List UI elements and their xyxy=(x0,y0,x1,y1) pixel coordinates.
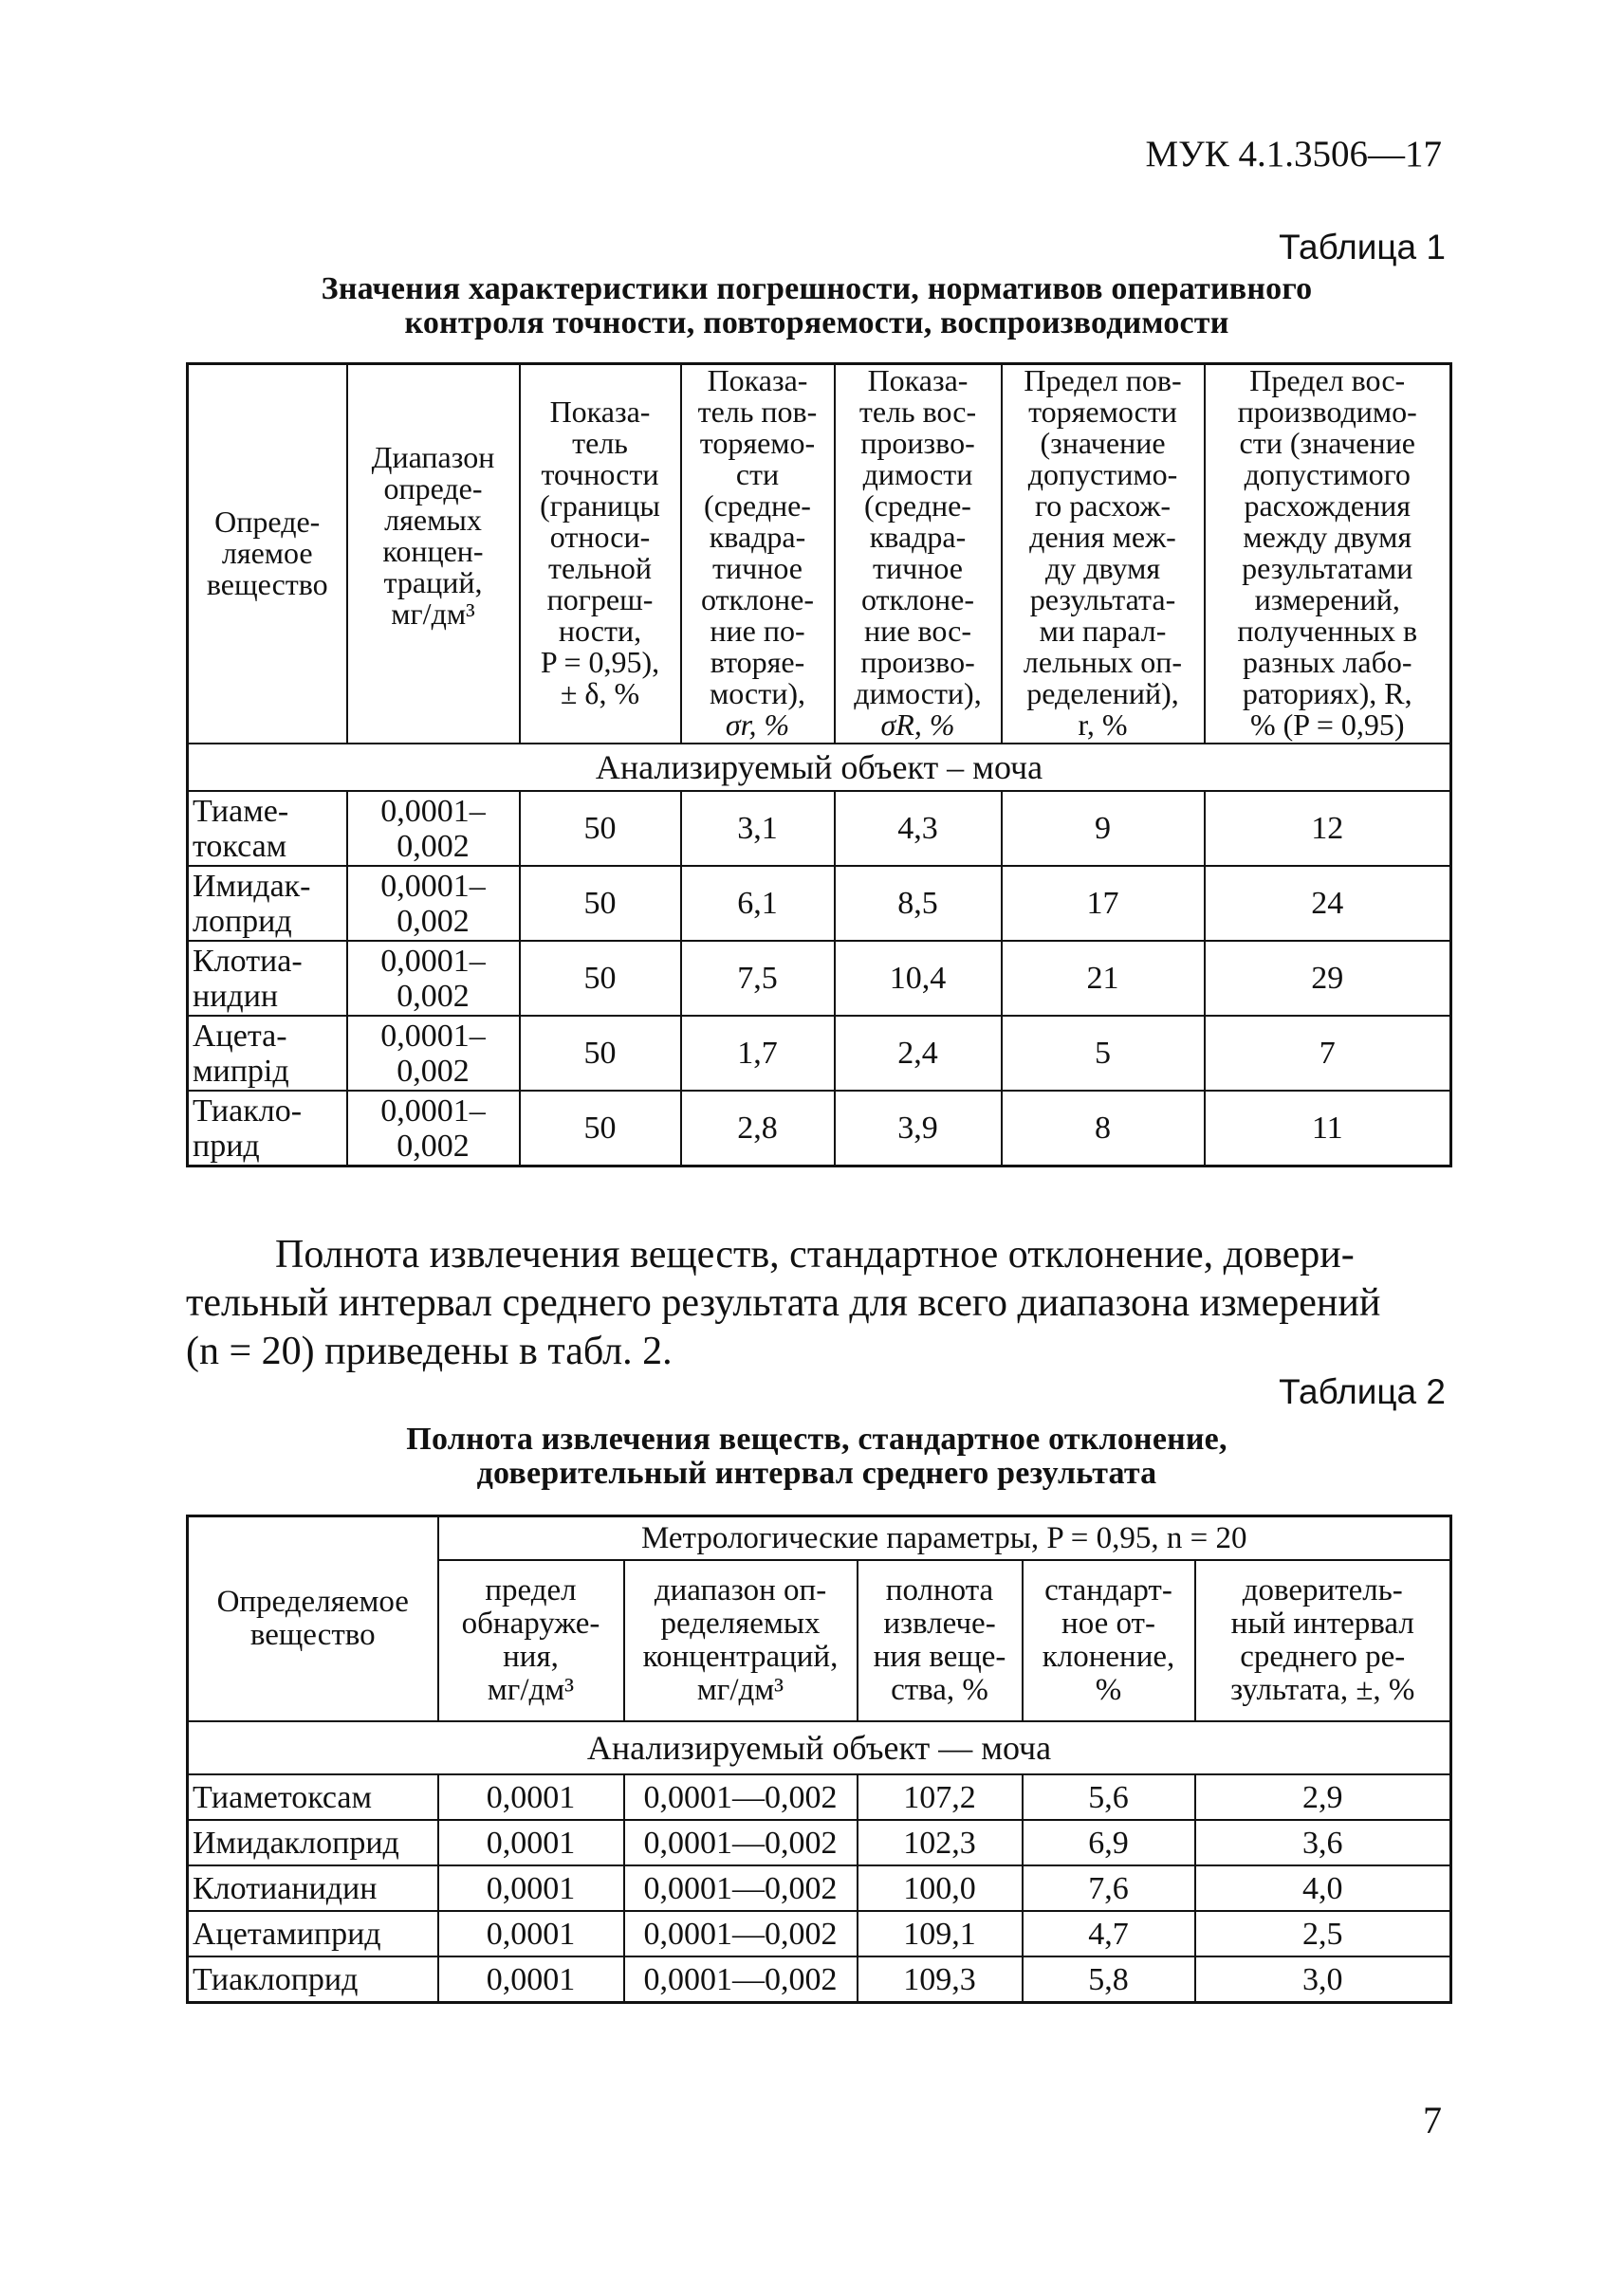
hdr-line: торяемости xyxy=(1028,395,1177,429)
r-cell: 5 xyxy=(1002,1016,1205,1091)
sd-cell: 4,7 xyxy=(1023,1911,1195,1956)
hdr-line: вторяе- xyxy=(710,645,805,679)
hdr-line: ния, xyxy=(503,1640,559,1674)
hdr-line: ный интервал xyxy=(1230,1607,1414,1641)
hdr-line: Диапазон xyxy=(371,440,495,474)
hdr-line: тель xyxy=(572,426,628,460)
table-row xyxy=(188,1911,1451,1956)
hdr-line: результата- xyxy=(1029,582,1176,616)
hdr-line: относи- xyxy=(549,520,651,554)
ci-cell: 3,6 xyxy=(1195,1820,1451,1865)
sr-cell: 1,7 xyxy=(681,1016,835,1091)
hdr-line: торяемо- xyxy=(699,426,816,460)
accuracy-cell: 50 xyxy=(520,941,681,1016)
table1-section-row xyxy=(188,744,1451,791)
R-cell: 12 xyxy=(1205,791,1451,866)
table-row xyxy=(188,1865,1451,1911)
hdr-line: ляемое xyxy=(221,535,313,570)
sd-cell: 5,8 xyxy=(1023,1956,1195,2003)
hdr-line: ния веще- xyxy=(873,1640,1006,1674)
R-cell: 29 xyxy=(1205,941,1451,1016)
hdr-line: диапазон оп- xyxy=(654,1573,827,1607)
cell-line: нидин xyxy=(193,978,279,1014)
table2-title-line: Полнота извлечения веществ, стандартное отклонение, xyxy=(406,1422,1227,1457)
lod-cell: 0,0001 xyxy=(438,1820,624,1865)
cell-line: 0,002 xyxy=(397,1053,470,1089)
table2 xyxy=(186,1515,1452,2004)
range-cell: 0,0001—0,002 xyxy=(624,1956,858,2003)
hdr-line: раториях), R, xyxy=(1242,676,1412,710)
hdr-line: произво- xyxy=(860,645,975,679)
sR-cell: 8,5 xyxy=(835,866,1002,941)
cell-line: Клотиа- xyxy=(193,943,303,979)
paragraph-line: тельный интервал среднего результата для всего диапазона измерений xyxy=(186,1281,1381,1325)
hdr-line: вещество xyxy=(249,1618,376,1652)
hdr-line: (средне- xyxy=(704,488,811,523)
cell-line: 0,0001– xyxy=(380,943,486,979)
lod-cell: 0,0001 xyxy=(438,1774,624,1820)
hdr-line: (средне- xyxy=(864,488,971,523)
hdr-line: сти xyxy=(735,457,780,491)
cell-line: 0,002 xyxy=(397,978,470,1014)
hdr-line: полученных в xyxy=(1237,614,1418,648)
table-row xyxy=(188,866,1451,941)
table1-header-row xyxy=(188,364,1451,744)
hdr-line: σr, % xyxy=(725,707,790,742)
hdr-line: Предел вос- xyxy=(1249,363,1406,397)
hdr-line: квадра- xyxy=(709,520,806,554)
R-cell: 7 xyxy=(1205,1016,1451,1091)
t2-col-range xyxy=(624,1560,858,1721)
lod-cell: 0,0001 xyxy=(438,1865,624,1911)
accuracy-cell: 50 xyxy=(520,1016,681,1091)
hdr-line: мг/дм³ xyxy=(391,597,475,631)
hdr-line: го расхож- xyxy=(1034,488,1172,523)
recovery-cell: 107,2 xyxy=(858,1774,1023,1820)
table1-label: Таблица 1 xyxy=(1279,228,1446,266)
hdr-line: димости xyxy=(862,457,973,491)
range-cell: 0,0001—0,002 xyxy=(624,1911,858,1956)
hdr-line: тельной xyxy=(548,551,652,585)
hdr-line: между двумя xyxy=(1243,520,1412,554)
hdr-line: мг/дм³ xyxy=(696,1673,784,1707)
t1-col-repeatability xyxy=(681,364,835,744)
range-cell xyxy=(347,866,520,941)
cell-line: токсам xyxy=(193,828,287,864)
hdr-line: измерений, xyxy=(1254,582,1400,616)
range-cell: 0,0001—0,002 xyxy=(624,1820,858,1865)
cell-line: мипрід xyxy=(193,1053,289,1089)
recovery-cell: 102,3 xyxy=(858,1820,1023,1865)
hdr-line: ± δ, % xyxy=(560,676,640,710)
ci-cell: 4,0 xyxy=(1195,1865,1451,1911)
hdr-line: ляемых xyxy=(384,503,482,537)
document-code: МУК 4.1.3506—17 xyxy=(1145,134,1442,174)
page-number: 7 xyxy=(1423,2099,1442,2141)
hdr-line: разных лабо- xyxy=(1242,645,1412,679)
hdr-line: P = 0,95), xyxy=(540,645,660,679)
sr-cell: 2,8 xyxy=(681,1091,835,1166)
hdr-line: отклоне- xyxy=(700,582,815,616)
table1-title-line: контроля точности, повторяемости, воспроизводимости xyxy=(404,305,1229,340)
range-cell xyxy=(347,1091,520,1166)
substance-cell: Клотианидин xyxy=(188,1865,438,1911)
cell-line: Имидак- xyxy=(193,868,311,904)
table2-group-row xyxy=(188,1516,1451,1561)
hdr-line: ние по- xyxy=(710,614,805,648)
hdr-line: предел xyxy=(485,1573,577,1607)
hdr-line: Показа- xyxy=(867,363,969,397)
hdr-line: (значение xyxy=(1040,426,1166,460)
hdr-line: допустимо- xyxy=(1027,457,1178,491)
hdr-line: ства, % xyxy=(891,1673,988,1707)
range-cell xyxy=(347,1016,520,1091)
hdr-line: тичное xyxy=(712,551,803,585)
t2-col-substance xyxy=(188,1516,438,1722)
t2-col-ci xyxy=(1195,1560,1451,1721)
cell-line: Тиакло- xyxy=(193,1093,303,1129)
hdr-line: ределений), xyxy=(1026,676,1179,710)
table2-section-row xyxy=(188,1721,1451,1774)
substance-cell xyxy=(188,941,347,1016)
substance-cell: Ацетамиприд xyxy=(188,1911,438,1956)
range-cell: 0,0001—0,002 xyxy=(624,1865,858,1911)
cell-line: 0,002 xyxy=(397,903,470,939)
accuracy-cell: 50 xyxy=(520,791,681,866)
t1-col-accuracy xyxy=(520,364,681,744)
hdr-line: вещество xyxy=(206,566,328,601)
cell-line: 0,0001– xyxy=(380,1093,486,1129)
hdr-line: концен- xyxy=(382,534,484,568)
cell-line: Ацета- xyxy=(193,1018,287,1054)
sr-cell: 7,5 xyxy=(681,941,835,1016)
hdr-line: клонение, xyxy=(1042,1640,1175,1674)
t1-col-reprod-limit xyxy=(1205,364,1451,744)
hdr-line: точности xyxy=(541,457,659,491)
hdr-line: мг/дм³ xyxy=(487,1673,575,1707)
paragraph-line xyxy=(186,1231,1448,1279)
hdr-line: опреде- xyxy=(383,471,483,505)
table1-title-line: Значения характеристики погрешности, нормативов оперативного xyxy=(321,271,1313,306)
substance-cell: Тиаклоприд xyxy=(188,1956,438,2003)
t2-col-sd xyxy=(1023,1560,1195,1721)
hdr-line: доверитель- xyxy=(1242,1573,1403,1607)
sr-cell: 3,1 xyxy=(681,791,835,866)
hdr-line: погреш- xyxy=(546,582,654,616)
sr-cell: 6,1 xyxy=(681,866,835,941)
hdr-line: расхождения xyxy=(1244,488,1412,523)
table-row xyxy=(188,1774,1451,1820)
lod-cell: 0,0001 xyxy=(438,1956,624,2003)
substance-cell xyxy=(188,1091,347,1166)
hdr-line: димости), xyxy=(854,676,982,710)
lod-cell: 0,0001 xyxy=(438,1911,624,1956)
range-cell: 0,0001—0,002 xyxy=(624,1774,858,1820)
t2-col-lod xyxy=(438,1560,624,1721)
hdr-line: дения меж- xyxy=(1029,520,1176,554)
hdr-line: полнота xyxy=(885,1573,994,1607)
hdr-line: концентраций, xyxy=(642,1640,839,1674)
table-row xyxy=(188,791,1451,866)
substance-cell xyxy=(188,1016,347,1091)
sR-cell: 10,4 xyxy=(835,941,1002,1016)
substance-cell: Тиаметоксам xyxy=(188,1774,438,1820)
cell-line: 0,0001– xyxy=(380,868,486,904)
hdr-line: мости), xyxy=(709,676,805,710)
cell-line: 0,002 xyxy=(397,1128,470,1164)
hdr-line: отклоне- xyxy=(860,582,975,616)
range-cell xyxy=(347,791,520,866)
t1-col-substance xyxy=(188,364,347,744)
hdr-line: % (P = 0,95) xyxy=(1249,707,1405,742)
table-row xyxy=(188,1091,1451,1166)
ci-cell: 3,0 xyxy=(1195,1956,1451,2003)
sd-cell: 5,6 xyxy=(1023,1774,1195,1820)
cell-line: 0,0001– xyxy=(380,1018,486,1054)
table1 xyxy=(186,362,1452,1167)
hdr-line: извлече- xyxy=(883,1607,996,1641)
hdr-line: траций, xyxy=(383,565,483,599)
hdr-line: тичное xyxy=(873,551,963,585)
hdr-line: ми парал- xyxy=(1039,614,1167,648)
sR-cell: 2,4 xyxy=(835,1016,1002,1091)
sR-cell: 4,3 xyxy=(835,791,1002,866)
hdr-line: сти (значение xyxy=(1239,426,1415,460)
hdr-line: ду двумя xyxy=(1044,551,1161,585)
r-cell: 8 xyxy=(1002,1091,1205,1166)
substance-cell xyxy=(188,866,347,941)
table-row xyxy=(188,1820,1451,1865)
cell-line: Тиаме- xyxy=(193,793,289,829)
R-cell: 11 xyxy=(1205,1091,1451,1166)
table2-section-label: Анализируемый объект — моча xyxy=(188,1721,1451,1774)
t1-col-repeat-limit xyxy=(1002,364,1205,744)
hdr-line: ности, xyxy=(558,614,642,648)
sR-cell: 3,9 xyxy=(835,1091,1002,1166)
hdr-line: Предел пов- xyxy=(1024,363,1182,397)
hdr-line: Опреде- xyxy=(214,504,321,539)
hdr-line: производимо- xyxy=(1237,395,1417,429)
cell-line: прид xyxy=(193,1128,260,1164)
accuracy-cell: 50 xyxy=(520,866,681,941)
hdr-line: обнаруже- xyxy=(461,1607,600,1641)
r-cell: 9 xyxy=(1002,791,1205,866)
hdr-line: Показа- xyxy=(707,363,808,397)
t1-col-reproducibility xyxy=(835,364,1002,744)
table-row xyxy=(188,1956,1451,2003)
table2-label: Таблица 2 xyxy=(1279,1372,1446,1411)
table1-section-label: Анализируемый объект – моча xyxy=(188,744,1451,791)
hdr-line: % xyxy=(1095,1673,1122,1707)
t1-col-range xyxy=(347,364,520,744)
hdr-line: r, % xyxy=(1078,707,1128,742)
r-cell: 17 xyxy=(1002,866,1205,941)
hdr-line: σR, % xyxy=(880,707,955,742)
hdr-line: (границы xyxy=(540,488,660,523)
hdr-line: тель пов- xyxy=(697,395,818,429)
cell-line: 0,002 xyxy=(397,828,470,864)
ci-cell: 2,9 xyxy=(1195,1774,1451,1820)
hdr-line: результатами xyxy=(1242,551,1413,585)
table1-title xyxy=(186,272,1448,340)
cell-line: лоприд xyxy=(193,903,292,939)
hdr-line: Определяемое xyxy=(216,1585,409,1619)
table2-title xyxy=(186,1423,1448,1491)
table-row xyxy=(188,941,1451,1016)
hdr-line: ное от- xyxy=(1061,1607,1155,1641)
hdr-line: допустимого xyxy=(1244,457,1411,491)
hdr-line: стандарт- xyxy=(1044,1573,1172,1607)
body-paragraph xyxy=(186,1231,1448,1376)
table-row xyxy=(188,1016,1451,1091)
substance-cell: Имидаклоприд xyxy=(188,1820,438,1865)
ci-cell: 2,5 xyxy=(1195,1911,1451,1956)
paragraph-line: (n = 20) приведены в табл. 2. xyxy=(186,1330,673,1373)
hdr-line: квадра- xyxy=(869,520,967,554)
cell-line: 0,0001– xyxy=(380,793,486,829)
sd-cell: 6,9 xyxy=(1023,1820,1195,1865)
recovery-cell: 109,1 xyxy=(858,1911,1023,1956)
substance-cell xyxy=(188,791,347,866)
recovery-cell: 109,3 xyxy=(858,1956,1023,2003)
recovery-cell: 100,0 xyxy=(858,1865,1023,1911)
hdr-line: зультата, ±, % xyxy=(1230,1673,1415,1707)
table2-title-line: доверительный интервал среднего результата xyxy=(476,1456,1157,1491)
range-cell xyxy=(347,941,520,1016)
R-cell: 24 xyxy=(1205,866,1451,941)
accuracy-cell: 50 xyxy=(520,1091,681,1166)
hdr-line: лельных оп- xyxy=(1023,645,1183,679)
r-cell: 21 xyxy=(1002,941,1205,1016)
hdr-line: ределяемых xyxy=(660,1607,821,1641)
hdr-line: ние вос- xyxy=(864,614,971,648)
hdr-line: произво- xyxy=(860,426,975,460)
hdr-line: среднего ре- xyxy=(1240,1640,1406,1674)
hdr-line: тель вос- xyxy=(858,395,977,429)
paragraph-text: Полнота извлечения веществ, стандартное отклонение, довери- xyxy=(275,1233,1355,1277)
hdr-line: Показа- xyxy=(549,395,651,429)
t2-group-header: Метрологические параметры, P = 0,95, n = 20 xyxy=(438,1516,1451,1561)
sd-cell: 7,6 xyxy=(1023,1865,1195,1911)
t2-col-recovery xyxy=(858,1560,1023,1721)
